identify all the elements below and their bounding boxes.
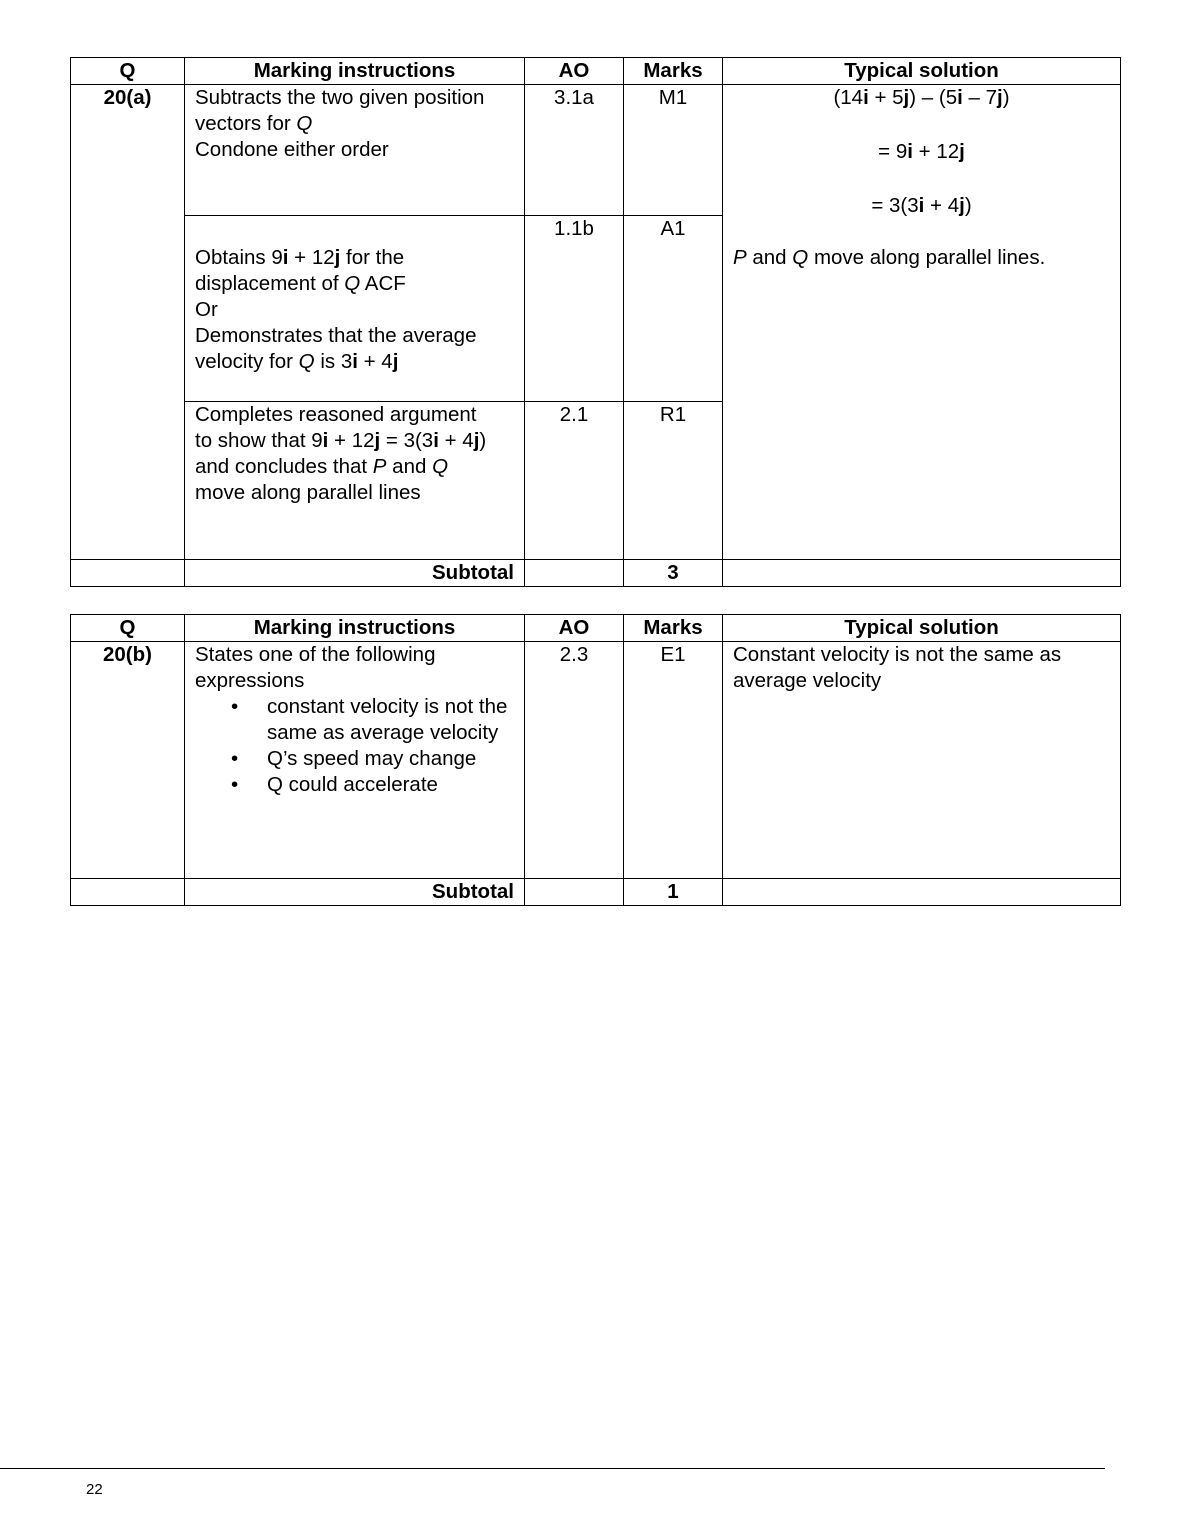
text-line: Or [195, 298, 218, 321]
bullet-list [195, 694, 514, 798]
header-marks: Marks [624, 615, 723, 642]
page-number: 22 [86, 1481, 103, 1498]
text-line: move along parallel lines [195, 481, 421, 504]
text-line: Subtracts the two given position [195, 86, 485, 109]
list-item: • Q could accelerate [267, 772, 514, 798]
solution-line: = 3(3i + 4j) [871, 194, 972, 217]
ao-value: 1.1b [525, 216, 624, 402]
header-typical-solution: Typical solution [723, 615, 1121, 642]
text-line: displacement of Q ACF [195, 272, 406, 295]
header-q: Q [71, 58, 185, 85]
typical-solution [723, 85, 1121, 560]
subtotal-value: 3 [624, 560, 723, 587]
table-row [71, 85, 1121, 216]
question-number: 20(a) [71, 85, 185, 560]
header-typical-solution: Typical solution [723, 58, 1121, 85]
ao-value: 2.1 [525, 402, 624, 560]
solution-line: = 9i + 12j [878, 140, 965, 163]
marking-instruction-r1 [185, 402, 525, 560]
subtotal-value: 1 [624, 879, 723, 906]
subtotal-row [71, 560, 1121, 587]
typical-solution: Constant velocity is not the same as average velocity [723, 642, 1121, 879]
mark-value: A1 [624, 216, 723, 402]
question-number: 20(b) [71, 642, 185, 879]
text-line: and concludes that P and Q [195, 455, 449, 478]
subtotal-label: Subtotal [185, 879, 525, 906]
marking-instruction-m1 [185, 85, 525, 216]
marking-instruction-a1 [185, 216, 525, 402]
header-ao: AO [525, 58, 624, 85]
mark-value: R1 [624, 402, 723, 560]
header-row [71, 615, 1121, 642]
text-line: velocity for Q is 3i + 4j [195, 350, 399, 373]
text-line: Condone either order [195, 138, 389, 161]
mark-value: M1 [624, 85, 723, 216]
marking-instruction-e1 [185, 642, 525, 879]
footer-divider [0, 1468, 1105, 1469]
text-line: States one of the following [195, 643, 436, 666]
header-row [71, 58, 1121, 85]
header-marks: Marks [624, 58, 723, 85]
text-line: expressions [195, 669, 305, 692]
mark-value: E1 [624, 642, 723, 879]
text-line: Completes reasoned argument [195, 403, 477, 426]
text-line: vectors for Q [195, 112, 313, 135]
marking-table-20a [70, 57, 1121, 587]
ao-value: 3.1a [525, 85, 624, 216]
table-row [71, 642, 1121, 879]
solution-line: (14i + 5j) – (5i – 7j) [833, 86, 1010, 109]
header-marking-instructions: Marking instructions [185, 615, 525, 642]
text-line: to show that 9i + 12j = 3(3i + 4j) [195, 429, 487, 452]
ao-value: 2.3 [525, 642, 624, 879]
list-item: • constant velocity is not the same as average velocity [267, 694, 514, 746]
subtotal-row [71, 879, 1121, 906]
marking-table-20b [70, 614, 1121, 906]
solution-conclusion: P and Q move along parallel lines. [733, 246, 1046, 269]
subtotal-label: Subtotal [185, 560, 525, 587]
header-q: Q [71, 615, 185, 642]
header-marking-instructions: Marking instructions [185, 58, 525, 85]
header-ao: AO [525, 615, 624, 642]
list-item: • Q’s speed may change [267, 746, 514, 772]
text-line: Demonstrates that the average [195, 324, 477, 347]
text-line: Obtains 9i + 12j for the [195, 246, 405, 269]
